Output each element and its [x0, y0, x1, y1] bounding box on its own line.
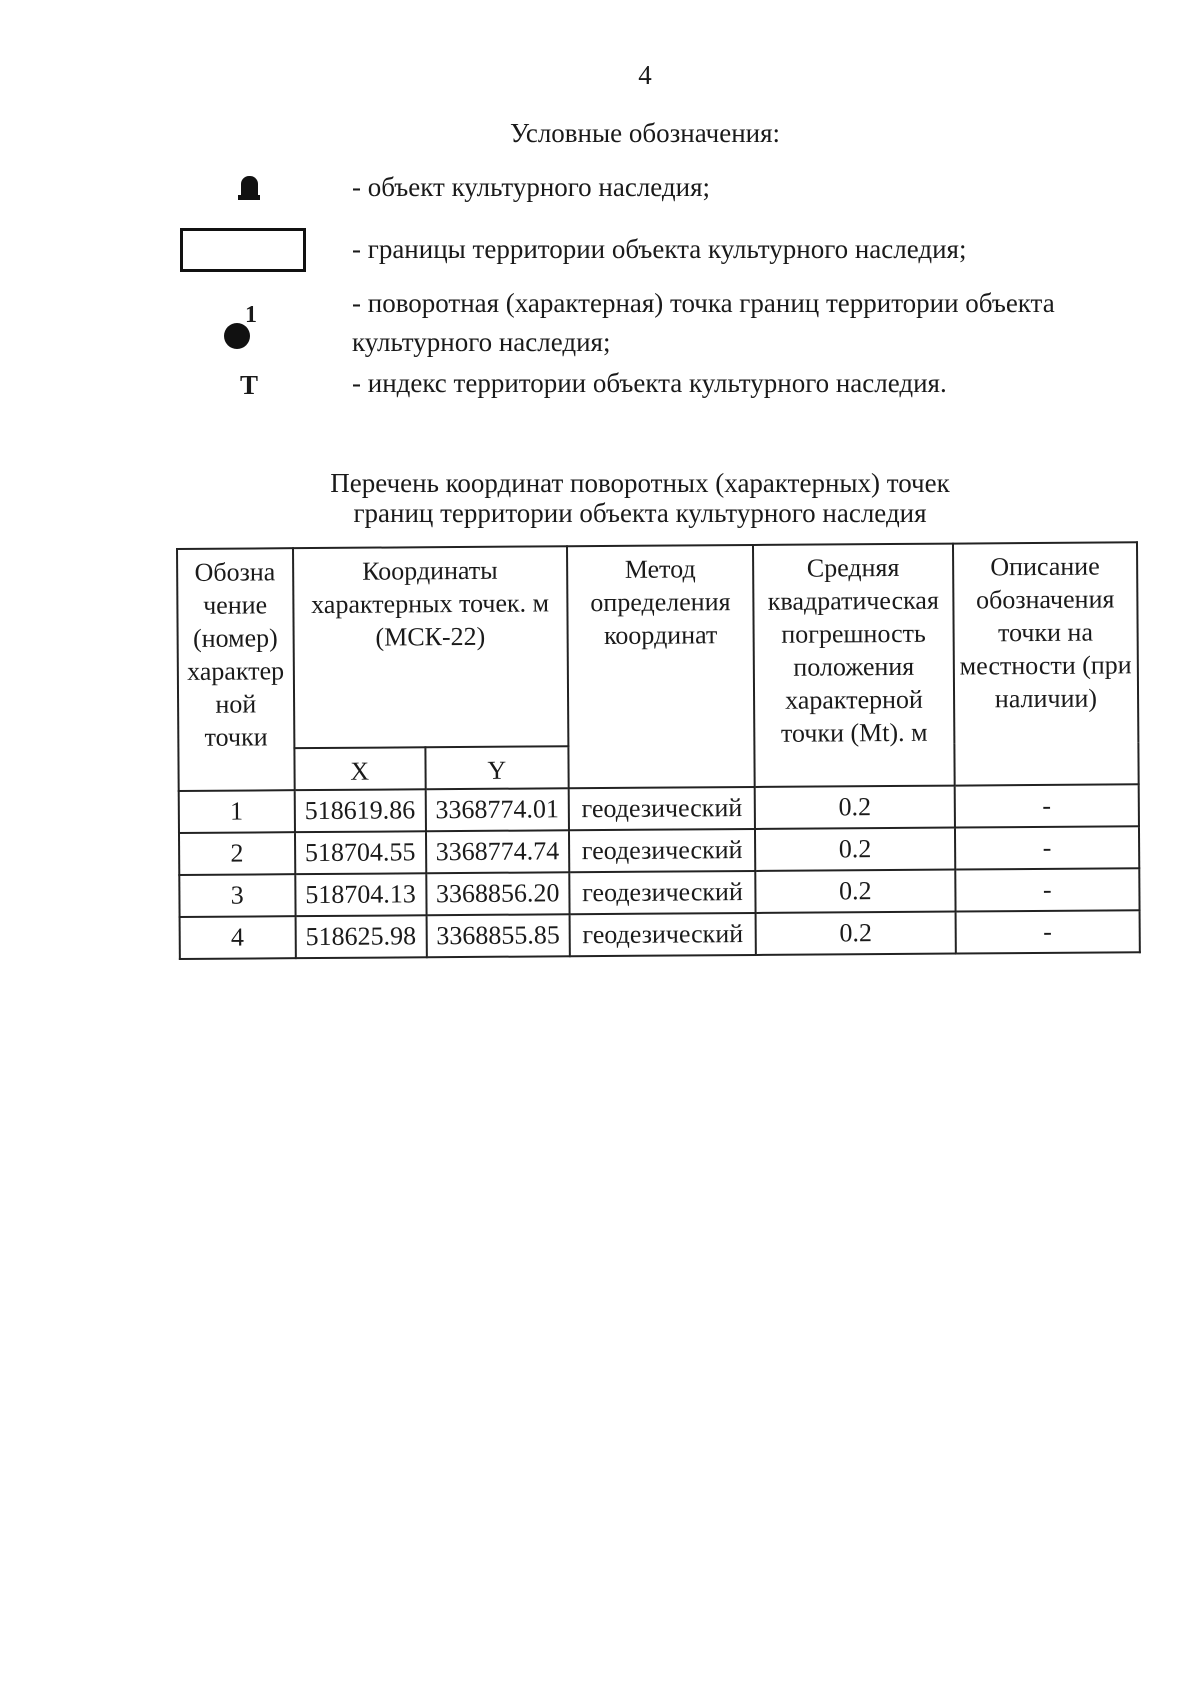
header-point: Обозна чение (номер) характер ной точки — [177, 548, 294, 791]
header-method: Метод определения координат — [567, 545, 755, 788]
table-title-line-1: Перечень координат поворотных (характерных) точек — [330, 468, 950, 498]
cell-y: 3368856.20 — [426, 872, 570, 915]
table-row — [179, 784, 1139, 833]
cell-error: 0.2 — [755, 870, 955, 913]
monument-icon — [241, 176, 258, 200]
header-x: X — [294, 747, 425, 790]
legend-item-boundary-text: - границы территории объекта культурного наследия; — [352, 234, 967, 264]
cell-error: 0.2 — [755, 828, 955, 871]
cell-y: 3368855.85 — [426, 914, 570, 957]
header-y: Y — [425, 746, 569, 789]
header-description: Описание обозначения точки на местности (при наличии) — [953, 542, 1139, 785]
cell-error: 0.2 — [756, 912, 956, 955]
territory-index-icon: Т — [240, 370, 259, 400]
cell-x: 518625.98 — [295, 915, 426, 958]
table-row — [180, 910, 1140, 959]
cell-description: - — [955, 826, 1140, 869]
page-number: 4 — [638, 60, 652, 90]
cell-method: геодезический — [569, 829, 755, 872]
cell-y: 3368774.01 — [425, 788, 569, 831]
header-coordinates: Координаты характерных точек. м (МСК-22) — [293, 546, 569, 748]
cell-description: - — [955, 868, 1140, 911]
cell-method: геодезический — [569, 871, 755, 914]
cell-y: 3368774.74 — [426, 830, 570, 873]
cell-point: 2 — [179, 832, 295, 875]
cell-x: 518619.86 — [294, 789, 425, 832]
legend-title: Условные обозначения: — [509, 118, 781, 148]
table-title-line-2: границ территории объекта культурного наследия — [353, 498, 927, 528]
legend-item-turning-point-text: - поворотная (характерная) точка границ территории объекта культурного наследия; — [352, 288, 1055, 357]
legend-item-index-text: - индекс территории объекта культурного наследия. — [352, 368, 947, 398]
cell-point: 3 — [179, 874, 295, 917]
table-row — [179, 826, 1139, 875]
boundary-rectangle-icon — [180, 228, 306, 272]
cell-description: - — [955, 910, 1140, 953]
cell-x: 518704.13 — [295, 873, 426, 916]
header-error: Средняя квадратическая погрешность положения характерной точки (Mt). м — [753, 544, 954, 787]
cell-point: 4 — [180, 916, 296, 959]
cell-point: 1 — [179, 790, 295, 833]
legend-item-monument-text: - объект культурного наследия; — [352, 172, 711, 202]
table-row — [179, 868, 1139, 917]
cell-method: геодезический — [569, 787, 755, 830]
cell-method: геодезический — [570, 913, 756, 956]
cell-error: 0.2 — [755, 786, 955, 829]
table-title — [280, 468, 1000, 528]
cell-description: - — [954, 784, 1139, 827]
turning-point-label: 1 — [245, 302, 257, 328]
coordinates-table — [176, 541, 1141, 960]
cell-x: 518704.55 — [295, 831, 426, 874]
